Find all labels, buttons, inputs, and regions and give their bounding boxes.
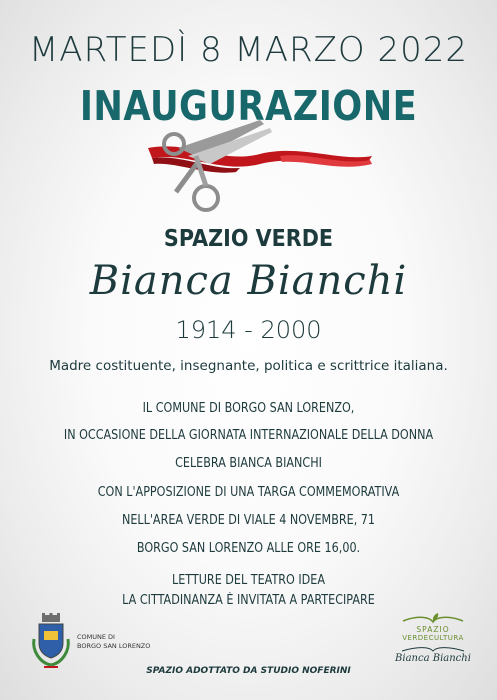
honoree-description: Madre costituente, insegnante, politica e scrittrice italiana. <box>49 358 448 374</box>
logo-line-verdecultura: VERDECULTURA <box>402 634 464 642</box>
spazio-verdecultura-logo <box>393 613 473 664</box>
logo-line-spazio: SPAZIO <box>416 625 450 634</box>
comune-line: COMUNE DI <box>77 633 115 641</box>
honoree-name: Bianca Bianchi <box>89 258 408 304</box>
body-line: LETTURE DEL TEATRO IDEA <box>171 573 326 588</box>
body-line: BORGO SAN LORENZO ALLE ORE 16,00. <box>136 541 361 556</box>
honoree-years: 1914 - 2000 <box>175 316 322 344</box>
book-pages-icon <box>398 645 468 653</box>
body-line: IL COMUNE DI BORGO SAN LORENZO, <box>142 401 355 416</box>
event-date: MARTEDÌ 8 MARZO 2022 <box>28 30 469 70</box>
logo-name: Bianca Bianchi <box>395 653 471 664</box>
body-line: CON L'APPOSIZIONE DI UNA TARGA COMMEMORATIVA <box>97 485 400 500</box>
event-title: INAUGURAZIONE <box>79 82 418 130</box>
coat-of-arms-icon <box>30 613 72 671</box>
sponsor-text: SPAZIO ADOTTATO DA STUDIO NOFERINI <box>146 666 351 676</box>
body-line: CELEBRA BIANCA BIANCHI <box>175 456 322 471</box>
body-line: NELL'AREA VERDE DI VIALE 4 NOVEMBRE, 71 <box>121 513 376 528</box>
scissors-ribbon-icon <box>140 118 380 213</box>
comune-line: BORGO SAN LORENZO <box>77 642 151 650</box>
comune-label <box>77 633 150 651</box>
open-book-leaf-icon <box>398 613 468 625</box>
body-line: LA CITTADINANZA È INVITATA A PARTECIPARE <box>122 593 375 608</box>
body-line: IN OCCASIONE DELLA GIORNATA INTERNAZIONALE DELLA DONNA <box>63 428 434 443</box>
event-subtitle: SPAZIO VERDE <box>163 226 334 252</box>
